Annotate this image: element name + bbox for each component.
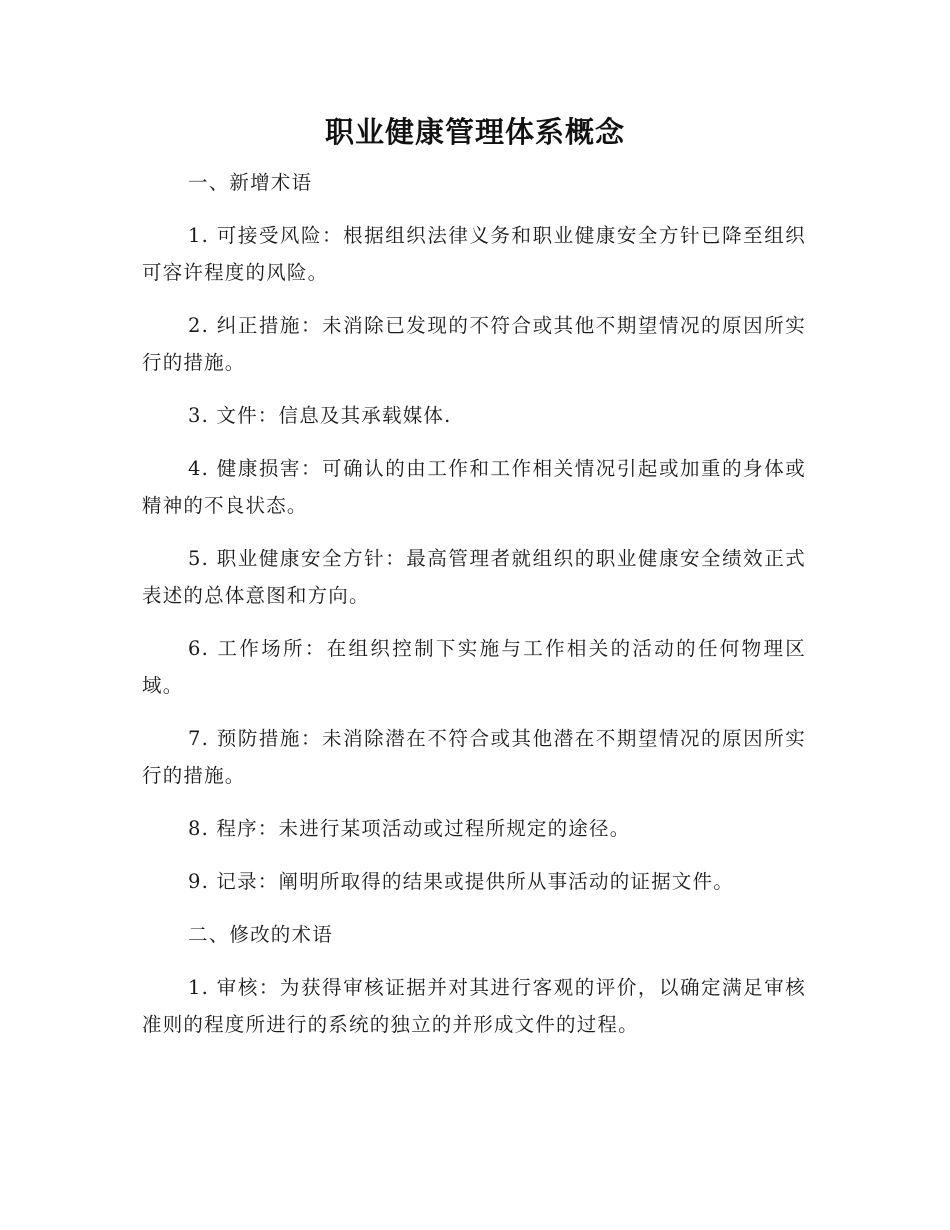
term-record: 9. 记录：阐明所取得的结果或提供所从事活动的证据文件。 <box>188 870 734 893</box>
term-document: 3. 文件：信息及其承载媒体. <box>188 404 452 427</box>
term-corrective-action: 2. 纠正措施：未消除已发现的不符合或其他不期望情况的原因所实行的措施。 <box>142 314 806 374</box>
document-body <box>142 164 806 1059</box>
term-ohs-policy: 5. 职业健康安全方针：最高管理者就组织的职业健康安全绩效正式表述的总体意图和方向。 <box>142 547 806 607</box>
term-acceptable-risk: 1. 可接受风险：根据组织法律义务和职业健康安全方针已降至组织可容许程度的风险。 <box>142 224 806 284</box>
term-audit: 1. 审核：为获得审核证据并对其进行客观的评价，以确定满足审核准则的程度所进行的系统的独立的并形成文件的过程。 <box>142 976 806 1036</box>
term-procedure: 8. 程序：未进行某项活动或过程所规定的途径。 <box>188 817 631 840</box>
document-title: 职业健康管理体系概念 <box>324 115 625 149</box>
term-preventive-action: 7. 预防措施：未消除潜在不符合或其他潜在不期望情况的原因所实行的措施。 <box>142 727 806 787</box>
section-heading-new-terms: 一、新增术语 <box>188 171 313 194</box>
term-workplace: 6. 工作场所：在组织控制下实施与工作相关的活动的任何物理区域。 <box>142 637 806 697</box>
section-heading-modified-terms: 二、修改的术语 <box>188 923 333 946</box>
term-ill-health: 4. 健康损害：可确认的由工作和工作相关情况引起或加重的身体或精神的不良状态。 <box>142 457 806 517</box>
